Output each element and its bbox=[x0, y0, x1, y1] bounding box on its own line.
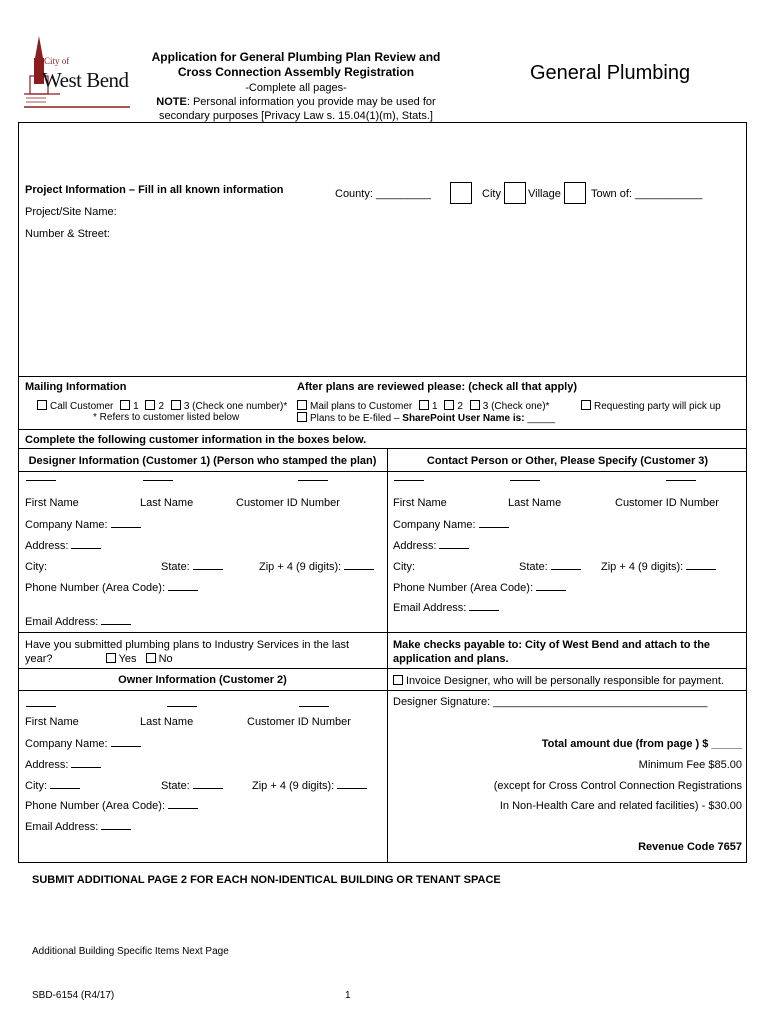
subtitle: -Complete all pages- bbox=[245, 82, 347, 94]
privacy-note-2: secondary purposes [Privacy Law s. 15.04(1)(m), Stats.] bbox=[159, 110, 433, 122]
owner-company-field[interactable]: Company Name: bbox=[25, 738, 141, 750]
submitted-no-checkbox[interactable] bbox=[146, 653, 156, 663]
contact-last-name-blank[interactable] bbox=[510, 480, 540, 481]
owner-id-label: Customer ID Number bbox=[247, 716, 351, 728]
doc-type-title: General Plumbing bbox=[530, 62, 691, 84]
total-amount-field[interactable]: Total amount due (from page ) $ _____ bbox=[541, 738, 742, 750]
village-checkbox[interactable] bbox=[504, 182, 526, 204]
city-logo bbox=[20, 36, 132, 110]
designer-state-field[interactable]: State: bbox=[161, 561, 223, 573]
form-id: SBD-6154 (R4/17) bbox=[32, 990, 115, 1001]
owner-heading: Owner Information (Customer 2) bbox=[118, 674, 287, 686]
owner-id-blank[interactable] bbox=[299, 706, 329, 707]
minimum-fee: Minimum Fee $85.00 bbox=[638, 759, 742, 771]
efiled-checkbox[interactable] bbox=[297, 412, 307, 422]
village-label: Village bbox=[528, 188, 561, 200]
town-checkbox[interactable] bbox=[564, 182, 586, 204]
contact-heading: Contact Person or Other, Please Specify (Customer 3) bbox=[426, 455, 709, 467]
owner-email-field[interactable]: Email Address: bbox=[25, 821, 131, 833]
after-review-heading: After plans are reviewed please: (check all that apply) bbox=[297, 381, 577, 393]
county-field[interactable]: County: _________ bbox=[335, 188, 432, 200]
submitted-yes-checkbox[interactable] bbox=[106, 653, 116, 663]
contact-state-field[interactable]: State: bbox=[519, 561, 581, 573]
designer-phone-field[interactable]: Phone Number (Area Code): bbox=[25, 582, 198, 594]
designer-email-field[interactable]: Email Address: bbox=[25, 616, 131, 628]
contact-address-field[interactable]: Address: bbox=[393, 540, 469, 552]
contact-last-name-label: Last Name bbox=[508, 497, 562, 509]
designer-zip-field[interactable]: Zip + 4 (9 digits): bbox=[259, 561, 374, 573]
invoice-row: Invoice Designer, who will be personally responsible for payment. bbox=[393, 675, 724, 687]
invoice-checkbox[interactable] bbox=[393, 675, 403, 685]
call-customer-row: Call Customer 1 2 3 (Check one number)* bbox=[37, 400, 287, 412]
city-label: City bbox=[482, 188, 501, 200]
owner-first-name-label: First Name bbox=[25, 716, 79, 728]
title-line-2: Cross Connection Assembly Registration bbox=[177, 65, 415, 79]
designer-address-field[interactable]: Address: bbox=[25, 540, 101, 552]
mail-opt2-checkbox[interactable] bbox=[444, 400, 454, 410]
designer-first-name-label: First Name bbox=[25, 497, 79, 509]
title-line-1: Application for General Plumbing Plan Review and bbox=[151, 50, 441, 64]
fee-non-health: In Non-Health Care and related facilities) - $30.00 bbox=[499, 800, 742, 812]
next-page-note: Additional Building Specific Items Next Page bbox=[32, 946, 229, 957]
mail-opt1-checkbox[interactable] bbox=[419, 400, 429, 410]
call-opt2-checkbox[interactable] bbox=[145, 400, 155, 410]
contact-phone-field[interactable]: Phone Number (Area Code): bbox=[393, 582, 566, 594]
owner-state-field[interactable]: State: bbox=[161, 780, 223, 792]
form-frame bbox=[18, 122, 747, 863]
revenue-code: Revenue Code 7657 bbox=[638, 841, 742, 853]
city-checkbox[interactable] bbox=[450, 182, 472, 204]
owner-phone-field[interactable]: Phone Number (Area Code): bbox=[25, 800, 198, 812]
mail-plans-row: Mail plans to Customer 1 2 3 (Check one)* bbox=[297, 400, 549, 412]
site-name-field[interactable]: Project/Site Name: bbox=[25, 206, 117, 218]
customer-intro: Complete the following customer information in the boxes below. bbox=[25, 434, 367, 446]
contact-id-blank[interactable] bbox=[666, 480, 696, 481]
owner-city-field[interactable]: City: bbox=[25, 780, 80, 792]
owner-first-name-blank[interactable] bbox=[26, 706, 56, 707]
fee-exception: (except for Cross Control Connection Registrations bbox=[493, 780, 742, 792]
contact-zip-field[interactable]: Zip + 4 (9 digits): bbox=[601, 561, 716, 573]
contact-city-field[interactable]: City: bbox=[393, 561, 415, 573]
call-customer-checkbox[interactable] bbox=[37, 400, 47, 410]
logo-city-of: City of bbox=[44, 56, 70, 66]
project-heading: Project Information – Fill in all known information bbox=[25, 184, 284, 196]
call-opt1-checkbox[interactable] bbox=[120, 400, 130, 410]
mail-opt3-checkbox[interactable] bbox=[470, 400, 480, 410]
pickup-checkbox[interactable] bbox=[581, 400, 591, 410]
contact-first-name-label: First Name bbox=[393, 497, 447, 509]
logo-name: West Bend bbox=[42, 68, 129, 92]
designer-id-label: Customer ID Number bbox=[236, 497, 340, 509]
page-number: 1 bbox=[345, 990, 351, 1001]
owner-zip-field[interactable]: Zip + 4 (9 digits): bbox=[252, 780, 367, 792]
street-field[interactable]: Number & Street: bbox=[25, 228, 110, 240]
privacy-note: NOTE: Personal information you provide may be used for bbox=[156, 96, 436, 108]
contact-email-field[interactable]: Email Address: bbox=[393, 602, 499, 614]
submit-note: SUBMIT ADDITIONAL PAGE 2 FOR EACH NON-IDENTICAL BUILDING OR TENANT SPACE bbox=[32, 874, 501, 886]
checks-payable-text: Make checks payable to: City of West Bend and attach to the application and plans. bbox=[393, 639, 711, 665]
designer-heading: Designer Information (Customer 1) (Person who stamped the plan) bbox=[28, 455, 377, 467]
designer-last-name-blank[interactable] bbox=[143, 480, 173, 481]
call-opt3-checkbox[interactable] bbox=[171, 400, 181, 410]
pickup-row: Requesting party will pick up bbox=[581, 400, 721, 412]
contact-first-name-blank[interactable] bbox=[394, 480, 424, 481]
contact-company-field[interactable]: Company Name: bbox=[393, 519, 509, 531]
mailing-heading: Mailing Information bbox=[25, 381, 127, 393]
town-field[interactable]: Town of: ___________ bbox=[591, 188, 703, 200]
contact-id-label: Customer ID Number bbox=[615, 497, 719, 509]
owner-last-name-blank[interactable] bbox=[167, 706, 197, 707]
mail-plans-checkbox[interactable] bbox=[297, 400, 307, 410]
designer-id-blank[interactable] bbox=[298, 480, 328, 481]
submitted-question: Have you submitted plumbing plans to Industry Services in the last year? Yes No bbox=[25, 639, 350, 665]
designer-city-field[interactable]: City: bbox=[25, 561, 47, 573]
efiled-row: Plans to be E-filed – SharePoint User Name is: _____ bbox=[297, 412, 555, 424]
owner-address-field[interactable]: Address: bbox=[25, 759, 101, 771]
designer-signature-field[interactable]: Designer Signature: ___________________________________ bbox=[393, 696, 708, 708]
designer-company-field[interactable]: Company Name: bbox=[25, 519, 141, 531]
refers-note: * Refers to customer listed below bbox=[93, 412, 240, 423]
designer-last-name-label: Last Name bbox=[140, 497, 194, 509]
owner-last-name-label: Last Name bbox=[140, 716, 194, 728]
designer-first-name-blank[interactable] bbox=[26, 480, 56, 481]
